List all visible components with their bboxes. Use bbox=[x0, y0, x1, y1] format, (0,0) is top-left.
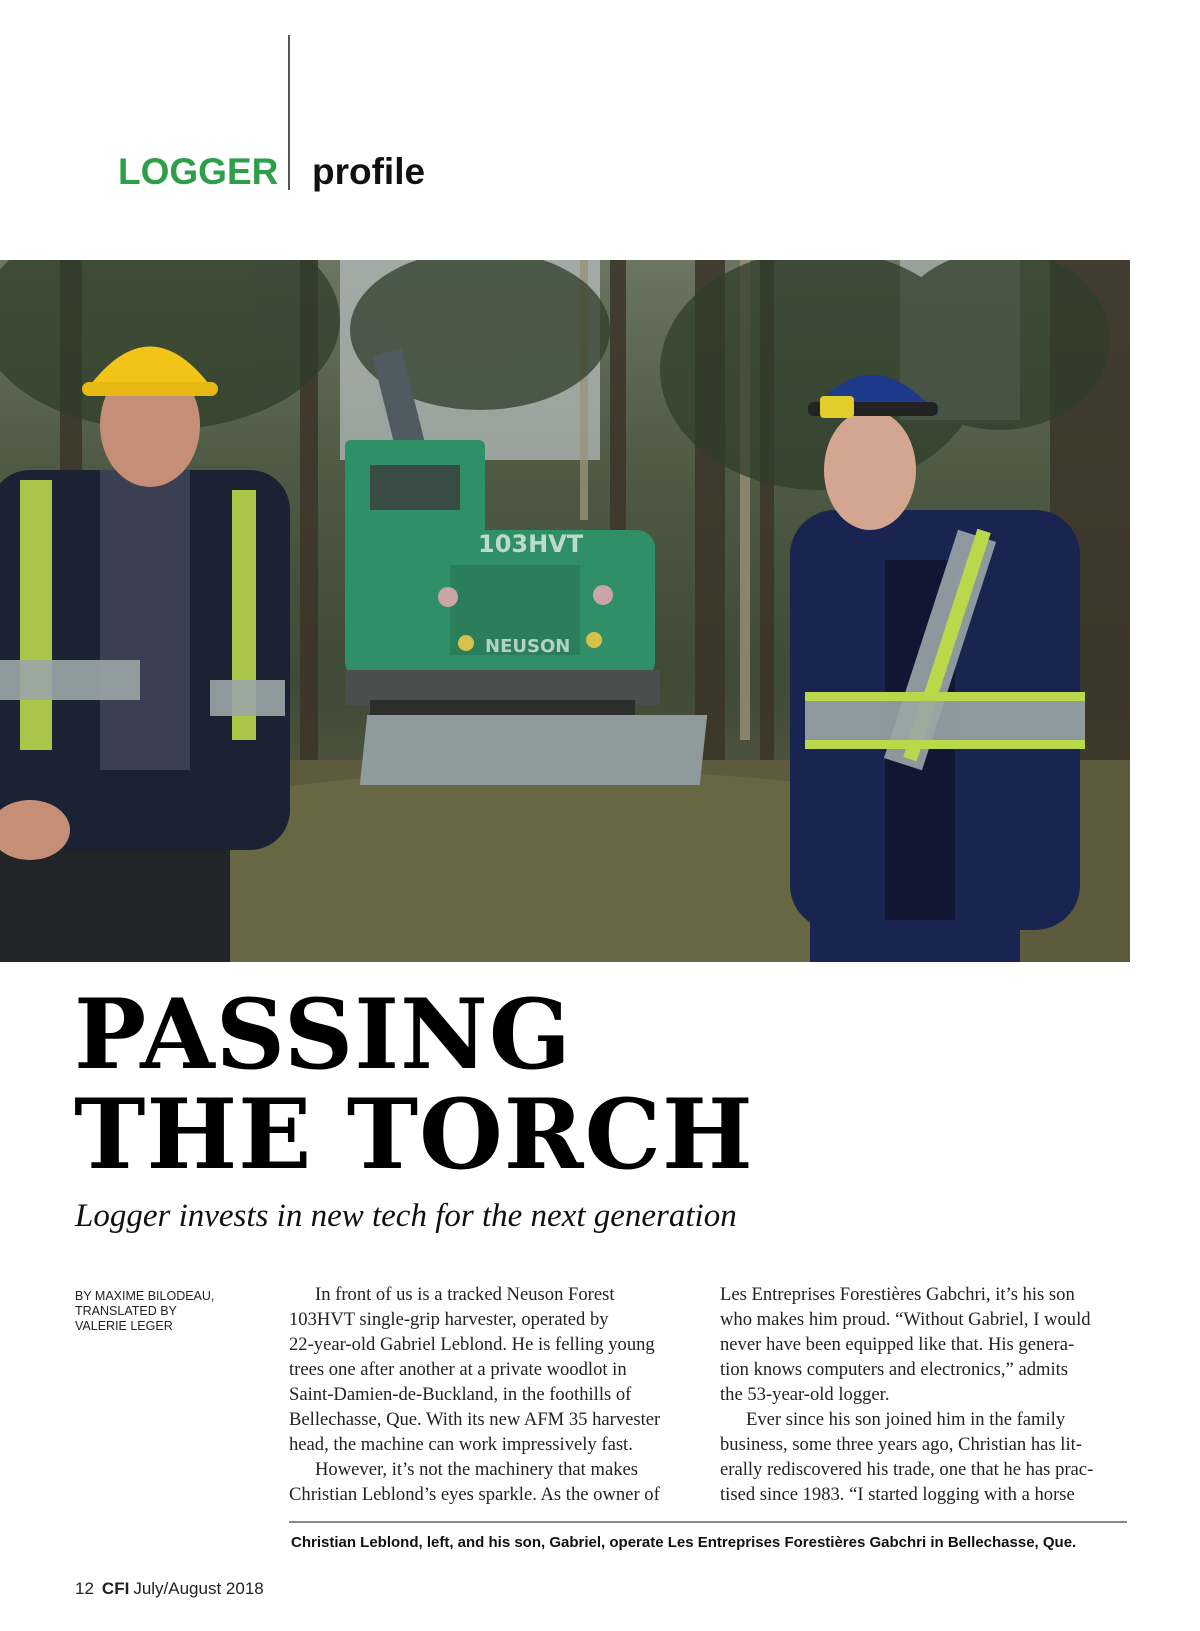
photo-caption: Christian Leblond, left, and his son, Gabriel, operate Les Entreprises Forestières Gabchri in Bellechasse, Que. bbox=[291, 1534, 1077, 1551]
body-column-2 bbox=[720, 1282, 1120, 1507]
feature-photo-illustration bbox=[0, 260, 1130, 962]
body-column-1 bbox=[289, 1282, 689, 1507]
page-number: 12 bbox=[75, 1579, 94, 1598]
headline-line-2: THE TORCH bbox=[74, 1078, 754, 1191]
body-line: erally rediscovered his trade, one that he has prac- bbox=[720, 1459, 1094, 1480]
body-line: never have been equipped like that. His genera- bbox=[720, 1334, 1075, 1355]
body-line: Bellechasse, Que. With its new AFM 35 harvester bbox=[289, 1409, 661, 1430]
headlamp bbox=[820, 396, 854, 418]
harvester-model-text: 103HVT bbox=[478, 530, 584, 558]
body-line: who makes him proud. “Without Gabriel, I would bbox=[720, 1309, 1091, 1330]
body-line: Les Entreprises Forestières Gabchri, it’s his son bbox=[720, 1284, 1075, 1305]
section-label-logger: LOGGER bbox=[118, 151, 279, 192]
body-line: tion knows computers and electronics,” admits bbox=[720, 1359, 1069, 1380]
son-figure bbox=[790, 375, 1085, 962]
body-line: business, some three years ago, Christian has lit- bbox=[720, 1434, 1082, 1455]
section-label-profile: profile bbox=[312, 151, 426, 192]
caption-divider bbox=[289, 1521, 1127, 1523]
body-line: 22-year-old Gabriel Leblond. He is felling young bbox=[289, 1334, 655, 1355]
header-divider bbox=[288, 35, 290, 190]
feature-photo bbox=[0, 260, 1130, 962]
body-line: tised since 1983. “I started logging with a horse bbox=[720, 1484, 1075, 1505]
body-line: the 53-year-old logger. bbox=[720, 1384, 890, 1405]
body-line: However, it’s not the machinery that makes bbox=[315, 1459, 639, 1480]
body-line: head, the machine can work impressively fast. bbox=[289, 1434, 633, 1455]
body-line: Ever since his son joined him in the family bbox=[746, 1409, 1066, 1430]
byline-line: VALERIE LEGER bbox=[75, 1319, 173, 1333]
body-line: In front of us is a tracked Neuson Forest bbox=[315, 1284, 615, 1305]
harvester-brand-text: NEUSON bbox=[485, 636, 571, 657]
headline-line-1: PASSING bbox=[74, 978, 572, 1091]
magazine-name: CFI bbox=[101, 1579, 130, 1598]
article-deck: Logger invests in new tech for the next generation bbox=[75, 1198, 737, 1234]
body-line: trees one after another at a private woodlot in bbox=[289, 1359, 627, 1380]
page-folio bbox=[75, 1578, 264, 1600]
body-line: Saint-Damien-de-Buckland, in the foothills of bbox=[289, 1384, 632, 1405]
byline bbox=[75, 1289, 245, 1334]
issue-date: July/August 2018 bbox=[133, 1579, 264, 1598]
byline-line: TRANSLATED BY bbox=[75, 1304, 177, 1318]
article-headline bbox=[74, 978, 754, 1191]
byline-line: BY MAXIME BILODEAU, bbox=[75, 1289, 215, 1303]
body-line: 103HVT single-grip harvester, operated by bbox=[289, 1309, 609, 1330]
body-line: Christian Leblond’s eyes sparkle. As the owner of bbox=[289, 1484, 660, 1505]
